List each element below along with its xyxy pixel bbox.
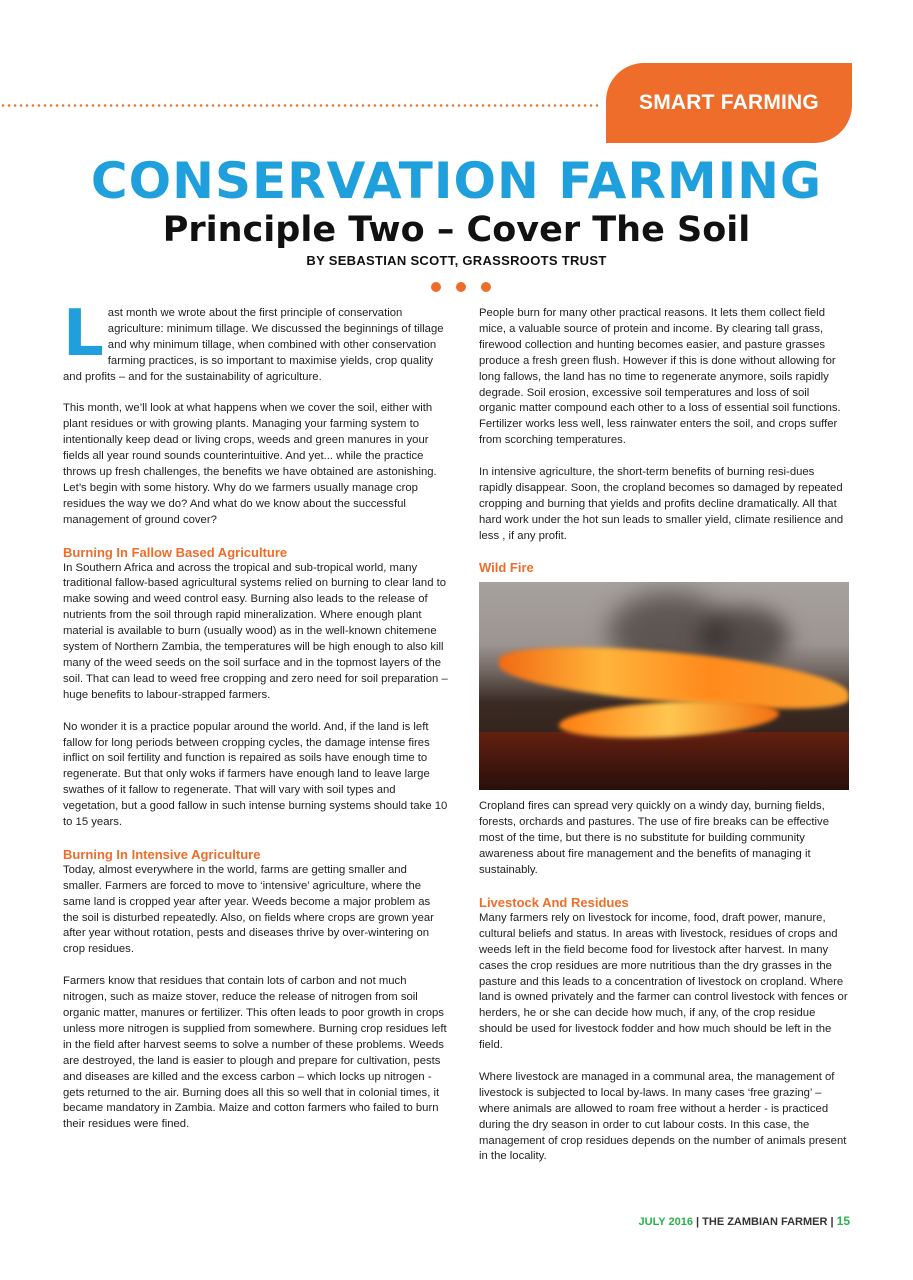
- paragraph: Farmers know that residues that contain lots of carbon and not much nitrogen, such as maize stover, reduce the release of nitrogen from soil organic matter, manures or fertilizer. This often leads to poor growth in crops unless more nitrogen is supplied from somewhere. Burning crop residues left in the field after harvest seems to solve a number of these problems. Weeds are destroyed, the land is easier to plough and prepare for cultivation, pests and diseases are killed and the excess carbon – which locks up nitrogen - gets returned to the air. Burning does all this so well that in colonial times, it became mandatory in Zambia. Maize and cotton farmers who failed to burn their residues were fined.: [63, 975, 447, 1131]
- magazine-name: THE ZAMBIAN FARMER: [702, 1216, 828, 1228]
- paragraph: Today, almost everywhere in the world, farms are getting smaller and smaller. Farmers are forced to move to ‘intensive’ agriculture, where the same land is cropped year after year. Weeds become a major problem as the soil is disturbed repeatedly. Also, on fields where crops are grown year after year without rotation, pests and diseases thrive by over-wintering on crop residues.: [63, 863, 434, 956]
- section-heading: Wild Fire: [479, 560, 534, 576]
- ground-shape: [479, 732, 849, 790]
- dot-icon: [456, 282, 466, 292]
- dot-icon: [481, 282, 491, 292]
- paragraph: In Southern Africa and across the tropical and sub-tropical world, many traditional fallow-based agricultural systems relied on burning to clear land to make sowing and weed control easy. Burning also leads to the release of nutrients from the soil through rapid mineralization. Where enough plant material is available to burn (usually wood) as in the well-known chitemene system of Northern Zambia, the temperatures will be high enough to also kill many of the weed seeds on the soil surface and in the topmost layers of the soil. That can lead to weed free cropping and zero need for soil preparation – huge benefits to labour-strapped farmers.: [63, 561, 448, 701]
- wildfire-photo: [479, 582, 849, 790]
- page-number: 15: [836, 1214, 850, 1228]
- section-heading: Livestock And Residues: [479, 894, 629, 910]
- dot-icon: [431, 282, 441, 292]
- left-column: [63, 297, 448, 1149]
- footer-separator: |: [692, 1216, 703, 1228]
- dotted-rule: [0, 104, 600, 107]
- byline: BY SEBASTIAN SCOTT, GRASSROOTS TRUST: [306, 253, 607, 268]
- paragraph: Cropland fires can spread very quickly on a windy day, burning fields, forests, orchards and pastures. The use of fire breaks can be effective most of the time, but there is no substitute for building community awareness about fire management and the benefits of managing it sustainably.: [479, 800, 829, 877]
- paragraph: In intensive agriculture, the short-term benefits of burning resi-dues rapidly disappear. Soon, the cropland becomes so damaged by repeated cropping and burning that yields and profits decline dramatically. All that hard work under the hot sun leads to smaller yield, climate resilience and less , if any profit.: [479, 466, 844, 542]
- article-subtitle: Principle Two – Cover The Soil: [162, 210, 751, 250]
- paragraph: No wonder it is a practice popular around the world. And, if the land is left fallow for long periods between cropping cycles, the damage intense fires inflict on soil fertility and function is repaired as soils have enough time to regenerate. But that only woks if farmers have enough land to leave large swathes of it fallow to regenerate. That will vary with soil types and vegetation, but a good fallow in such intense burning systems should take 10 to 15 years.: [63, 720, 448, 829]
- right-column: [479, 306, 849, 1181]
- paragraph: Where livestock are managed in a communal area, the management of livestock is subjected to local by-laws. In many cases ‘free grazing’ – where animals are allowed to roam free without a herder - is practiced during the dry season in order to cut labour costs. In this case, the management of crop residues depends on the number of animals present in the locality.: [479, 1070, 847, 1163]
- paragraph: Many farmers rely on livestock for income, food, draft power, manure, cultural beliefs and status. In areas with livestock, residues of crops and weeds left in the field become food for livestock after harvest. In many cases the crop residues are more nutritious than the dry grasses in the pasture and this leads to a concentration of livestock on cropland. Where land is owned privately and the farmer can control livestock with fences or herders, he or she can decide how much, if any, of the crop residue should be used for livestock fodder and how much should be left in the field.: [479, 911, 848, 1052]
- footer-separator: |: [827, 1216, 837, 1228]
- paragraph: People burn for many other practical reasons. It lets them collect field mice, a valuable source of protein and income. By clearing tall grass, firewood collection and hunting becomes easier, and pasture grasses produce a fresh green flush. However if this is done without allowing for long fallows, the land has no time to regenerate anymore, soils rapidly degrade. Soil erosion, excessive soil temperatures and loss of soil organic matter compound each other to a loss of essential soil functions. Fertilizer works less well, less rainwater enters the soil, and crops suffer from scorching temperatures.: [479, 307, 841, 447]
- section-tab: [606, 63, 852, 143]
- intro-text: ast month we wrote about the first principle of conservation agriculture: minimum tillage. We discussed the beginnings of tillage and why minimum tillage, when combined with other conservation farming practices, is so important to maximise yields, crop quality and profits – and for the sustainability of agriculture.: [63, 307, 444, 383]
- section-heading: Burning In Intensive Agriculture: [63, 846, 261, 862]
- ornament-dots: [431, 282, 491, 292]
- page-footer: [639, 1214, 850, 1228]
- article-title: CONSERVATION FARMING: [90, 152, 823, 210]
- drop-cap: L: [63, 297, 104, 371]
- paragraph: This month, we’ll look at what happens when we cover the soil, either with plant residues or with growing plants. Managing your farming system to intentionally keep dead or living crops, weeds and green manures in your fields all year round sounds counterintuitive. And yet... while the practice throws up fresh challenges, the benefits we have obtained are astonishing. Let’s begin with some history. Why do we farmers usually manage crop residues the way we do? And what do we know about the successful management of ground cover?: [63, 402, 437, 526]
- intro-paragraph: [63, 297, 448, 386]
- section-label: SMART FARMING: [639, 91, 819, 114]
- issue-date: JULY 2016: [638, 1216, 693, 1228]
- section-heading: Burning In Fallow Based Agriculture: [63, 544, 288, 560]
